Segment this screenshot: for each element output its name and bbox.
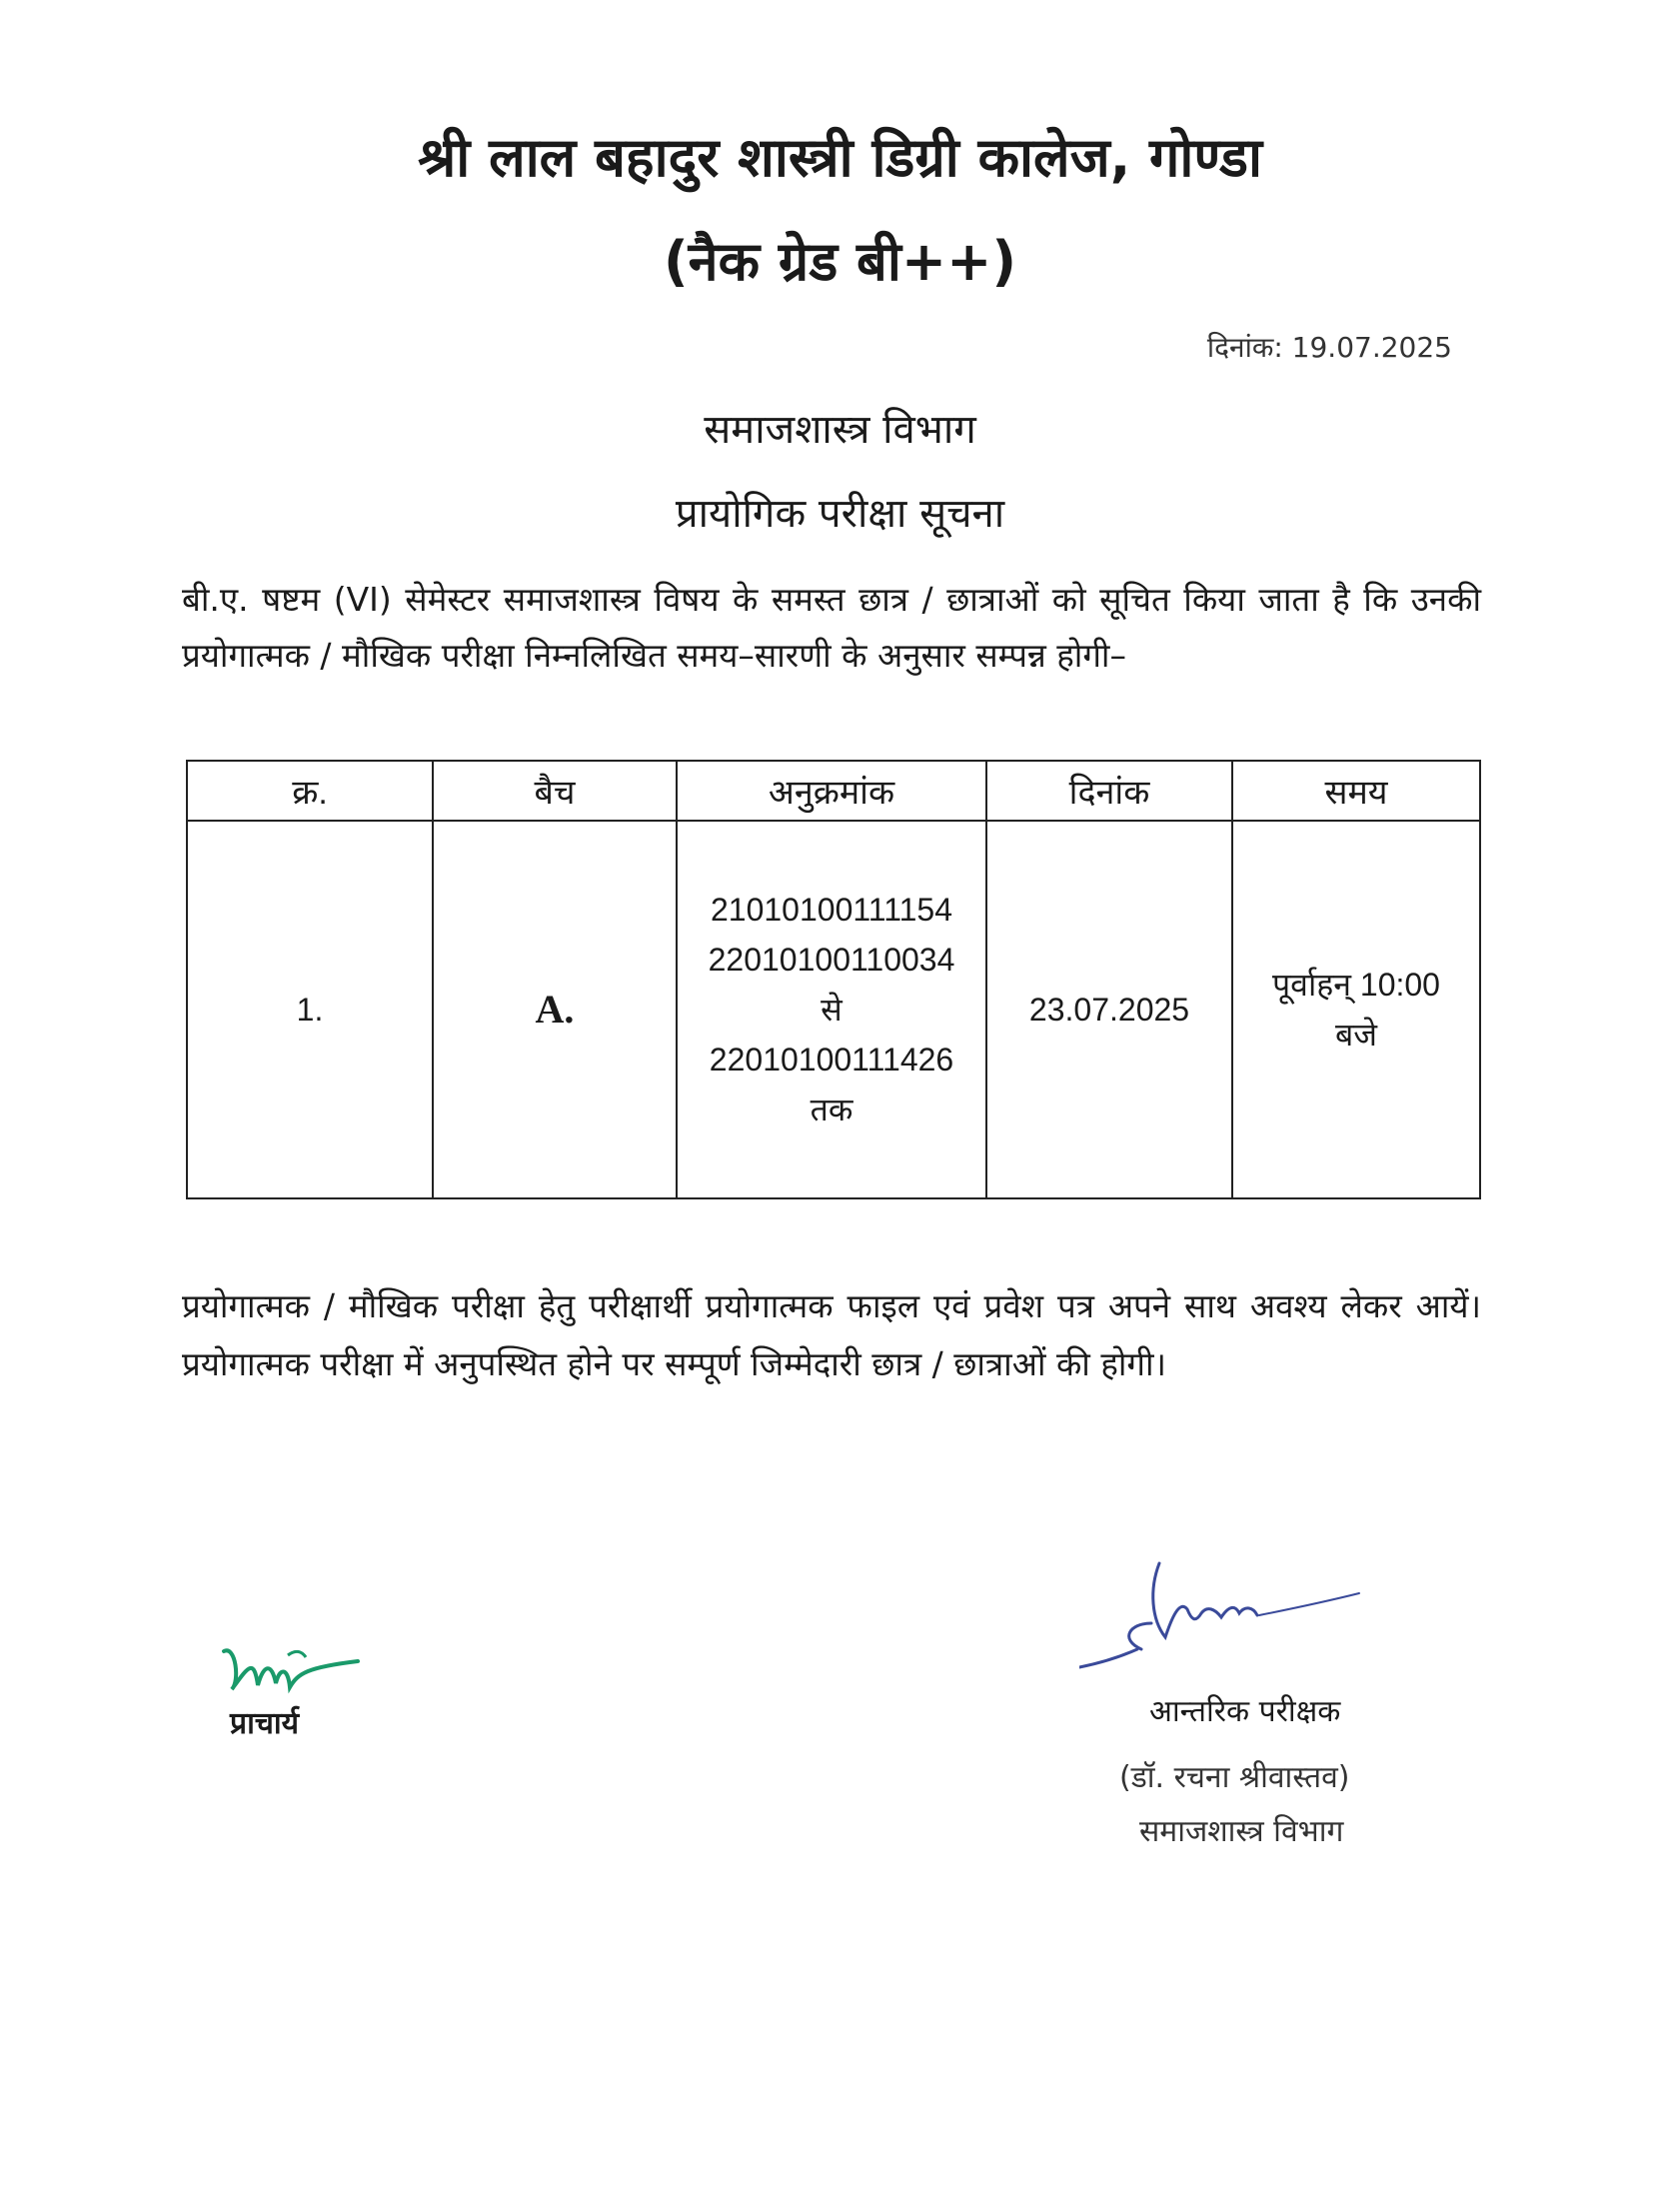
examiner-signature (1079, 1539, 1379, 1679)
table-row (187, 821, 1480, 1198)
principal-label: प्राचार्य (230, 1706, 300, 1741)
intro-paragraph: बी.ए. षष्टम (VI) सेमेस्टर समाजशास्त्र विषय के समस्त छात्र / छात्राओं को सूचित किया जाता है कि उनकी प्रयोगात्मक / मौखिक परीक्षा निम्नलिखित समय–सारणी के अनुसार सम्पन्न होगी– (182, 580, 1481, 675)
roll-line: 22010100111426 (709, 1042, 954, 1078)
cell-sno: 1. (187, 821, 433, 1198)
naac-grade: (नैक ग्रेड बी++) (663, 230, 1017, 293)
time-line: पूर्वाहन् 10:00 (1272, 967, 1440, 1003)
date-value: 19.07.2025 (1291, 331, 1452, 364)
time-line: बजे (1334, 1017, 1378, 1053)
notice-title: प्रायोगिक परीक्षा सूचना (675, 491, 1005, 537)
department-heading: समाजशास्त्र विभाग (704, 407, 976, 453)
examiner-name: (डॉ. रचना श्रीवास्तव) (1119, 1760, 1350, 1795)
roll-line: 21010100111154 (710, 892, 953, 928)
roll-line: 22010100110034 (708, 942, 955, 978)
notice-date (1207, 328, 1452, 366)
date-label: दिनांक: (1206, 331, 1283, 364)
header-sno: क्र. (187, 761, 433, 821)
cell-date: 23.07.2025 (986, 821, 1232, 1198)
table-header-row (187, 761, 1480, 821)
roll-line: से (821, 992, 842, 1028)
header-date: दिनांक (986, 761, 1232, 821)
college-title: श्री लाल बहादुर शास्त्री डिग्री कालेज, गोण्डा (418, 126, 1262, 189)
principal-signature (218, 1637, 368, 1707)
header-roll-number: अनुक्रमांक (677, 761, 986, 821)
cell-roll-numbers (677, 821, 986, 1198)
header-batch: बैच (433, 761, 677, 821)
schedule-table (186, 760, 1481, 1199)
examiner-label: आन्तरिक परीक्षक (1149, 1694, 1341, 1729)
cell-batch: A. (433, 821, 677, 1198)
instructions-paragraph: प्रयोगात्मक / मौखिक परीक्षा हेतु परीक्षार्थी प्रयोगात्मक फाइल एवं प्रवेश पत्र अपने साथ अवश्य लेकर आयें। प्रयोगात्मक परीक्षा में अनुपस्थित होने पर सम्पूर्ण जिम्मेदारी छात्र / छात्राओं की होगी। (182, 1286, 1481, 1383)
cell-time (1232, 821, 1480, 1198)
header-time: समय (1232, 761, 1480, 821)
examiner-department: समाजशास्त्र विभाग (1139, 1814, 1344, 1849)
roll-line: तक (810, 1092, 853, 1127)
